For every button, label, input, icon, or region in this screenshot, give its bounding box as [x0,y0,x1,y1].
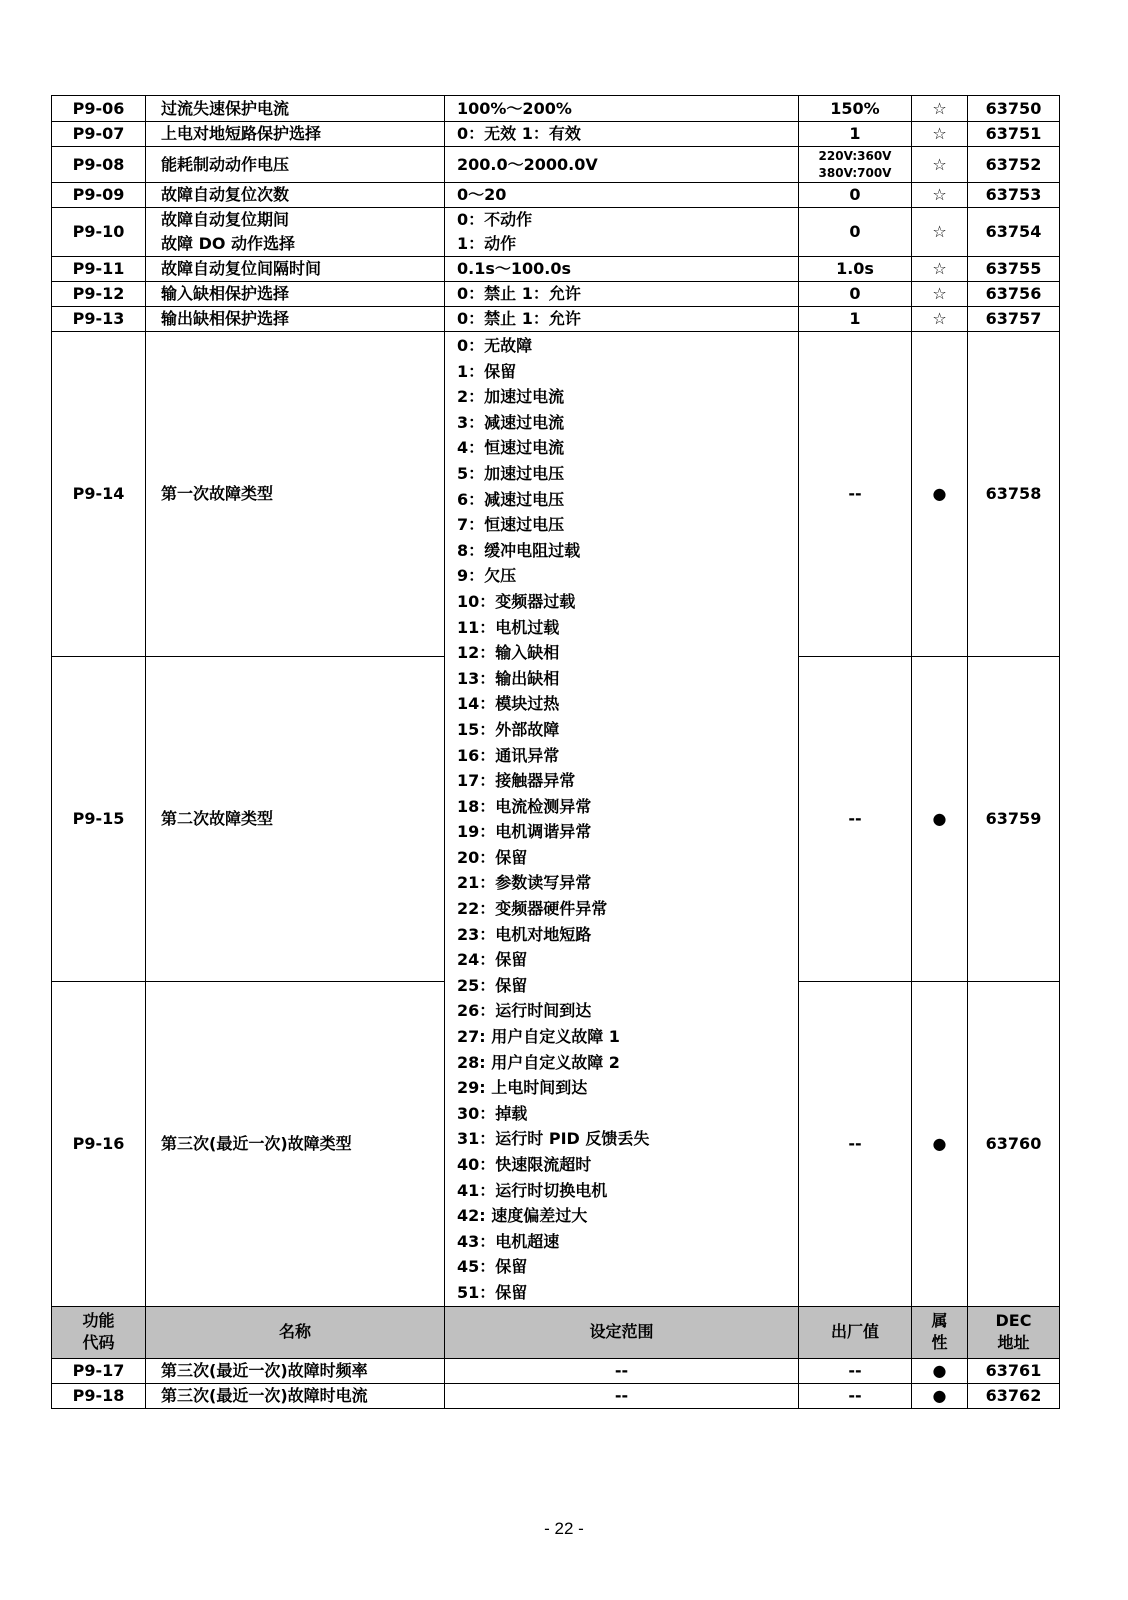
fault-option: 13：输出缺相 [457,668,560,688]
fault-option: 18：电流检测异常 [457,796,592,816]
param-name-line: 输入缺相保护选择 [161,284,290,303]
param-code: P9-18 [52,1383,146,1408]
header-addr-line: DEC [995,1311,1032,1331]
dec-address: 63756 [968,282,1060,307]
attribute-star-icon: ☆ [912,122,968,147]
param-code: P9-12 [52,282,146,307]
table-row [52,1358,1060,1383]
fault-option: 15：外部故障 [457,719,560,739]
factory-default: -- [799,981,912,1306]
param-name: 第三次(最近一次)故障类型 [146,981,445,1306]
factory-default [799,257,912,282]
setting-range-line: 0：无效 1：有效 [457,124,581,143]
table-row [52,183,1060,208]
header-range: 设定范围 [445,1306,799,1358]
header-addr [968,1306,1060,1358]
table-row [52,122,1060,147]
dec-address: 63755 [968,257,1060,282]
fault-option: 17：接触器异常 [457,771,576,791]
param-name-line: 能耗制动动作电压 [161,154,290,174]
factory-default-line: 220V:360V [818,148,892,163]
attribute-dot-icon: ● [912,1383,968,1408]
dec-address: 63750 [968,96,1060,122]
fault-option: 31：运行时 PID 反馈丢失 [457,1129,650,1149]
factory-default [799,282,912,307]
dec-address: 63754 [968,208,1060,257]
param-name-line: 输出缺相保护选择 [161,309,290,328]
fault-option: 23：电机对地短路 [457,924,592,944]
fault-option: 11：电机过载 [457,617,560,637]
header-code-line: 代码 [82,1333,115,1353]
factory-default [799,183,912,208]
param-name [146,282,445,307]
param-code: P9-09 [52,183,146,208]
header-attr-line: 属 [931,1311,948,1331]
param-name [146,257,445,282]
param-name-line: 故障 DO 动作选择 [161,234,296,253]
factory-default-line: 1.0s [836,259,874,278]
fault-option: 12：输入缺相 [457,643,560,663]
table-row [52,307,1060,332]
param-code: P9-10 [52,208,146,257]
setting-range [445,183,799,208]
setting-range-line: 1：动作 [457,234,517,253]
param-name: 第一次故障类型 [146,332,445,657]
fault-option: 16：通讯异常 [457,745,560,765]
dec-address: 63751 [968,122,1060,147]
setting-range-line: 0～20 [457,185,507,204]
param-name: 第三次(最近一次)故障时频率 [146,1358,445,1383]
factory-default-line: 380V:700V [818,165,892,180]
fault-option: 22：变频器硬件异常 [457,899,608,919]
factory-default [799,122,912,147]
factory-default [799,96,912,122]
factory-default: -- [799,1383,912,1408]
header-name: 名称 [146,1306,445,1358]
param-name-line: 故障自动复位次数 [161,185,290,204]
page-number: - 22 - [544,1519,584,1538]
fault-option: 3：减速过电流 [457,412,565,432]
setting-range [445,307,799,332]
header-addr-line: 地址 [997,1333,1030,1353]
dec-address: 63762 [968,1383,1060,1408]
setting-range-line: 200.0～2000.0V [457,154,598,174]
fault-option: 2：加速过电流 [457,387,565,407]
param-name [146,96,445,122]
dec-address: 63758 [968,332,1060,657]
fault-option: 40：快速限流超时 [457,1155,592,1174]
setting-range: -- [445,1383,799,1408]
param-name [146,147,445,183]
factory-default-line: 1 [849,124,861,143]
param-code: P9-13 [52,307,146,332]
fault-option: 25：保留 [457,975,528,995]
fault-option: 26：运行时间到达 [457,1001,592,1021]
header-code [52,1306,146,1358]
param-name [146,183,445,208]
fault-option: 41：运行时切换电机 [457,1180,608,1200]
dec-address: 63760 [968,981,1060,1306]
param-name-line: 上电对地短路保护选择 [161,124,322,143]
dec-address: 63757 [968,307,1060,332]
param-name [146,208,445,257]
fault-option: 8：缓冲电阻过载 [457,540,581,560]
fault-option: 45：保留 [457,1257,528,1277]
fault-type-options [445,332,799,1307]
factory-default-line: 0 [849,185,861,204]
fault-option: 51：保留 [457,1282,528,1302]
setting-range-line: 0.1s～100.0s [457,259,572,278]
fault-option: 30：掉载 [457,1103,528,1123]
factory-default [799,307,912,332]
factory-default-line: 0 [849,222,861,241]
header-default: 出厂值 [799,1306,912,1358]
factory-default-line: 150% [830,98,880,118]
fault-option: 10：变频器过载 [457,591,576,611]
attribute-star-icon: ☆ [912,96,968,122]
table-row [52,96,1060,122]
fault-option: 28: 用户自定义故障 2 [457,1052,620,1072]
setting-range-line: 0：禁止 1：允许 [457,309,581,328]
header-attr [912,1306,968,1358]
fault-option: 0：无故障 [457,336,533,355]
param-code: P9-15 [52,656,146,981]
param-name: 第三次(最近一次)故障时电流 [146,1383,445,1408]
attribute-star-icon: ☆ [912,183,968,208]
table-row [52,1383,1060,1408]
fault-option: 42: 速度偏差过大 [457,1206,588,1226]
dec-address: 63759 [968,656,1060,981]
param-name [146,307,445,332]
param-name: 第二次故障类型 [146,656,445,981]
fault-option: 5：加速过电压 [457,463,565,483]
table-row [52,147,1060,183]
attribute-star-icon: ☆ [912,307,968,332]
factory-default: -- [799,1358,912,1383]
attribute-star-icon: ☆ [912,282,968,307]
attribute-star-icon: ☆ [912,208,968,257]
table-header-row [52,1306,1060,1358]
param-code: P9-17 [52,1358,146,1383]
param-code: P9-08 [52,147,146,183]
table-row [52,282,1060,307]
table-row [52,332,1060,657]
param-code: P9-06 [52,96,146,122]
fault-option: 24：保留 [457,950,528,970]
param-name-line: 过流失速保护电流 [161,98,290,118]
attribute-dot-icon: ● [912,332,968,657]
fault-option: 6：减速过电压 [457,489,565,509]
attribute-dot-icon: ● [912,656,968,981]
attribute-dot-icon: ● [912,981,968,1306]
attribute-star-icon: ☆ [912,147,968,183]
dec-address: 63753 [968,183,1060,208]
fault-option: 9：欠压 [457,566,517,586]
fault-option: 21：参数读写异常 [457,873,592,893]
setting-range-line: 0：不动作 [457,210,533,229]
setting-range-line: 100%～200% [457,98,572,118]
fault-option: 7：恒速过电压 [457,515,565,535]
fault-option: 29: 上电时间到达 [457,1078,588,1098]
factory-default-line: 0 [849,284,861,303]
factory-default: -- [799,656,912,981]
setting-range [445,122,799,147]
factory-default: -- [799,332,912,657]
factory-default [799,147,912,183]
fault-option: 1：保留 [457,361,517,381]
header-attr-line: 性 [931,1333,948,1353]
param-code: P9-11 [52,257,146,282]
param-code: P9-14 [52,332,146,657]
setting-range [445,208,799,257]
fault-option: 14：模块过热 [457,694,560,714]
setting-range [445,147,799,183]
fault-option: 19：电机调谐异常 [457,822,592,842]
param-name [146,122,445,147]
table-row [52,208,1060,257]
setting-range [445,257,799,282]
attribute-dot-icon: ● [912,1358,968,1383]
dec-address: 63752 [968,147,1060,183]
fault-option: 20：保留 [457,847,528,867]
fault-option: 43：电机超速 [457,1231,560,1251]
dec-address: 63761 [968,1358,1060,1383]
attribute-star-icon: ☆ [912,257,968,282]
factory-default [799,208,912,257]
param-name-line: 故障自动复位间隔时间 [161,259,322,278]
setting-range [445,282,799,307]
factory-default-line: 1 [849,309,861,328]
setting-range: -- [445,1358,799,1383]
fault-option: 4：恒速过电流 [457,438,565,458]
setting-range [445,96,799,122]
param-code: P9-16 [52,981,146,1306]
header-code-line: 功能 [82,1311,115,1331]
param-name-line: 故障自动复位期间 [161,210,290,229]
parameter-table [51,95,1060,1409]
setting-range-line: 0：禁止 1：允许 [457,284,581,303]
param-code: P9-07 [52,122,146,147]
fault-option: 27: 用户自定义故障 1 [457,1027,620,1047]
table-row [52,257,1060,282]
